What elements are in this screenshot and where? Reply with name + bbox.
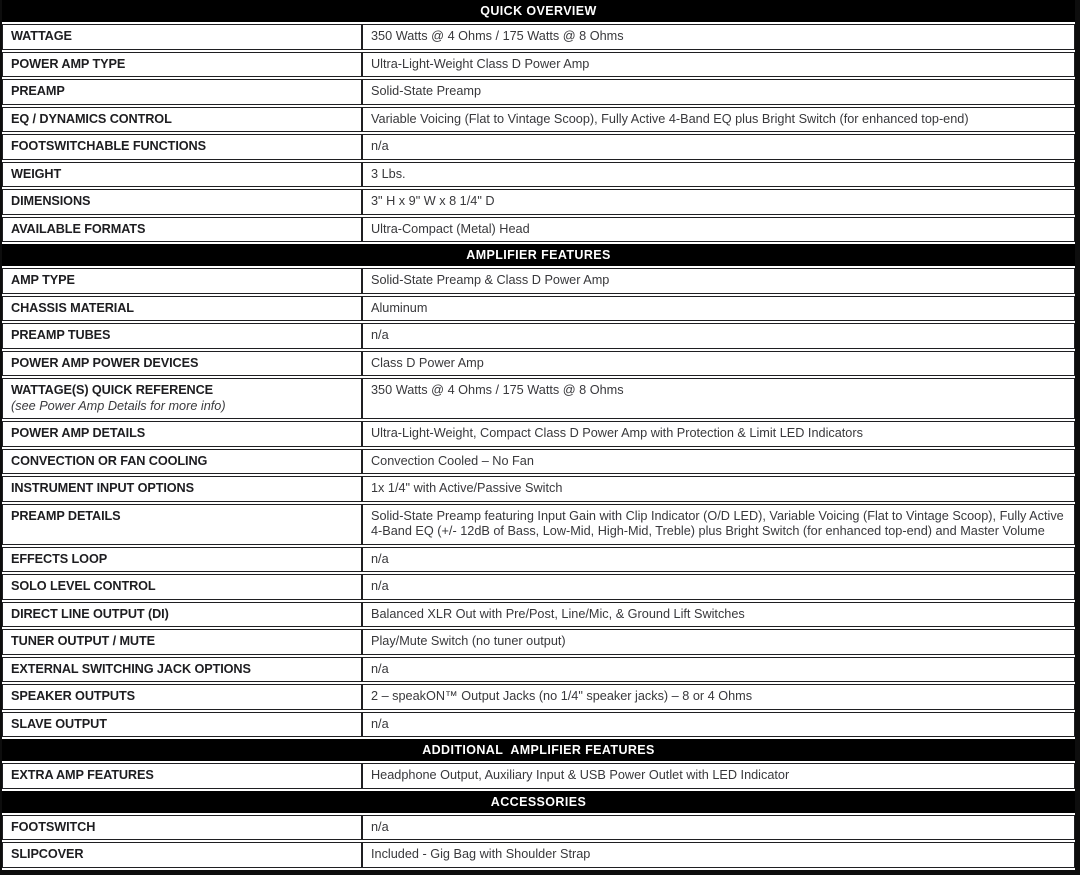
row-label-cell (2, 217, 362, 243)
row-value: Convection Cooled – No Fan (371, 453, 534, 468)
row-label-cell (2, 684, 362, 710)
row-label: INSTRUMENT INPUT OPTIONS (11, 481, 194, 495)
row-label-cell (2, 189, 362, 215)
row-value: Class D Power Amp (371, 355, 484, 370)
table-row (2, 217, 1075, 243)
table-row (2, 162, 1075, 188)
row-value: Aluminum (371, 300, 428, 315)
row-label-cell (2, 476, 362, 502)
row-value: n/a (371, 819, 389, 834)
table-row (2, 421, 1075, 447)
row-label-cell (2, 815, 362, 841)
row-label-cell (2, 378, 362, 419)
row-value: Balanced XLR Out with Pre/Post, Line/Mic, & Ground Lift Switches (371, 606, 745, 621)
row-label-cell (2, 763, 362, 789)
row-label: DIMENSIONS (11, 194, 91, 208)
row-label: PREAMP TUBES (11, 328, 111, 342)
row-label: WEIGHT (11, 166, 62, 181)
row-label: CONVECTION OR FAN COOLING (11, 453, 208, 468)
row-label-cell (2, 134, 362, 160)
table-row (2, 52, 1075, 78)
row-value: Solid-State Preamp (371, 84, 482, 98)
table-row (2, 268, 1075, 294)
row-label: SOLO LEVEL CONTROL (11, 579, 156, 593)
row-label: EFFECTS LOOP (11, 551, 108, 566)
table-row (2, 134, 1075, 160)
row-value-cell (362, 351, 1075, 377)
row-value: Headphone Output, Auxiliary Input & USB Power Outlet with LED Indicator (371, 768, 790, 782)
row-value-cell (362, 52, 1075, 78)
row-value: 350 Watts @ 4 Ohms / 175 Watts @ 8 Ohms (371, 383, 624, 397)
row-label-cell (2, 547, 362, 573)
table-row (2, 657, 1075, 683)
row-value-cell (362, 684, 1075, 710)
row-value-cell (362, 449, 1075, 475)
row-value-cell (362, 504, 1075, 545)
table-row (2, 449, 1075, 475)
table-row (2, 323, 1075, 349)
row-label: CHASSIS MATERIAL (11, 300, 134, 315)
row-value-cell (362, 629, 1075, 655)
table-row (2, 574, 1075, 600)
row-value-cell (362, 763, 1075, 789)
row-value: 350 Watts @ 4 Ohms / 175 Watts @ 8 Ohms (371, 29, 624, 43)
row-value-cell (362, 79, 1075, 105)
row-label-cell (2, 351, 362, 377)
table-row (2, 504, 1075, 545)
row-label: POWER AMP POWER DEVICES (11, 355, 199, 370)
table-row (2, 378, 1075, 419)
table-row (2, 629, 1075, 655)
row-label: FOOTSWITCH (11, 819, 96, 834)
row-label: AMP TYPE (11, 273, 75, 287)
row-value: n/a (371, 139, 389, 153)
table-row (2, 842, 1075, 868)
row-label-cell (2, 268, 362, 294)
row-label: SLAVE OUTPUT (11, 716, 107, 731)
table-row (2, 712, 1075, 738)
table-row (2, 476, 1075, 502)
row-value: Play/Mute Switch (no tuner output) (371, 634, 566, 648)
row-value: 1x 1/4" with Active/Passive Switch (371, 481, 563, 495)
row-value-cell (362, 378, 1075, 419)
row-value: Variable Voicing (Flat to Vintage Scoop), Fully Active 4-Band EQ plus Bright Switch (for enhanced top-end) (371, 111, 969, 126)
row-label-cell (2, 421, 362, 447)
row-label-cell (2, 107, 362, 133)
row-label: POWER AMP DETAILS (11, 426, 146, 440)
row-value: 3 Lbs. (371, 166, 406, 181)
row-label-cell (2, 712, 362, 738)
table-row (2, 351, 1075, 377)
table-row (2, 763, 1075, 789)
row-label-note: (see Power Amp Details for more info) (11, 398, 226, 413)
row-value-cell (362, 217, 1075, 243)
row-label: PREAMP DETAILS (11, 508, 121, 523)
row-label-cell (2, 574, 362, 600)
row-label: DIRECT LINE OUTPUT (DI) (11, 606, 169, 621)
row-value: n/a (371, 551, 389, 566)
row-value-cell (362, 421, 1075, 447)
section-header: QUICK OVERVIEW (2, 0, 1075, 22)
row-label: WATTAGE (11, 29, 72, 43)
row-value-cell (362, 107, 1075, 133)
row-value: Ultra-Compact (Metal) Head (371, 221, 530, 236)
table-row (2, 189, 1075, 215)
row-label: EQ / DYNAMICS CONTROL (11, 111, 172, 126)
row-label-cell (2, 52, 362, 78)
table-row (2, 815, 1075, 841)
row-value-cell (362, 657, 1075, 683)
row-value-cell (362, 162, 1075, 188)
row-label: EXTRA AMP FEATURES (11, 768, 154, 782)
table-row (2, 547, 1075, 573)
row-value: Included - Gig Bag with Shoulder Strap (371, 847, 591, 861)
row-label-cell (2, 842, 362, 868)
row-value: Ultra-Light-Weight, Compact Class D Power Amp with Protection & Limit LED Indicators (371, 426, 863, 440)
row-value: Ultra-Light-Weight Class D Power Amp (371, 56, 590, 71)
table-row (2, 107, 1075, 133)
row-label: AVAILABLE FORMATS (11, 221, 146, 236)
row-label: WATTAGE(S) QUICK REFERENCE (11, 383, 214, 397)
row-value: n/a (371, 716, 389, 731)
row-value: n/a (371, 328, 389, 342)
row-label-cell (2, 504, 362, 545)
row-label-cell (2, 24, 362, 50)
row-label: TUNER OUTPUT / MUTE (11, 634, 156, 648)
row-value-cell (362, 602, 1075, 628)
section-header: ADDITIONAL AMPLIFIER FEATURES (2, 739, 1075, 761)
row-value-cell (362, 574, 1075, 600)
row-value: Solid-State Preamp featuring Input Gain with Clip Indicator (O/D LED), Variable Voicing (Flat to Vintage Scoop), Fully Active 4-Band EQ (+/- 12dB of Bass, Low-Mid, High-Mid, Treble) plus Bright Switch (for enhanced top-end) and Master Volume (371, 508, 1064, 538)
row-value-cell (362, 842, 1075, 868)
row-value-cell (362, 712, 1075, 738)
row-label: SLIPCOVER (11, 847, 84, 861)
row-value: Solid-State Preamp & Class D Power Amp (371, 273, 610, 287)
section-header: ACCESSORIES (2, 791, 1075, 813)
row-label-cell (2, 629, 362, 655)
row-value-cell (362, 268, 1075, 294)
row-label-cell (2, 602, 362, 628)
row-label: EXTERNAL SWITCHING JACK OPTIONS (11, 661, 251, 676)
row-label-cell (2, 296, 362, 322)
table-row (2, 79, 1075, 105)
row-value-cell (362, 547, 1075, 573)
row-value-cell (362, 476, 1075, 502)
row-label-cell (2, 449, 362, 475)
row-value-cell (362, 189, 1075, 215)
row-value-cell (362, 134, 1075, 160)
row-label: FOOTSWITCHABLE FUNCTIONS (11, 139, 206, 153)
table-row (2, 684, 1075, 710)
table-row (2, 24, 1075, 50)
row-value-cell (362, 323, 1075, 349)
row-value-cell (362, 24, 1075, 50)
row-value-cell (362, 296, 1075, 322)
table-row (2, 602, 1075, 628)
row-label-cell (2, 79, 362, 105)
row-label: PREAMP (11, 84, 65, 98)
row-label: SPEAKER OUTPUTS (11, 689, 135, 703)
row-value: n/a (371, 661, 389, 676)
row-label-cell (2, 162, 362, 188)
table-row (2, 296, 1075, 322)
row-label-cell (2, 657, 362, 683)
row-value: n/a (371, 579, 389, 593)
row-value: 2 – speakON™ Output Jacks (no 1/4" speaker jacks) – 8 or 4 Ohms (371, 689, 753, 703)
row-label-cell (2, 323, 362, 349)
row-label: POWER AMP TYPE (11, 56, 126, 71)
section-header: AMPLIFIER FEATURES (2, 244, 1075, 266)
row-value-cell (362, 815, 1075, 841)
row-value: 3" H x 9" W x 8 1/4" D (371, 194, 495, 208)
